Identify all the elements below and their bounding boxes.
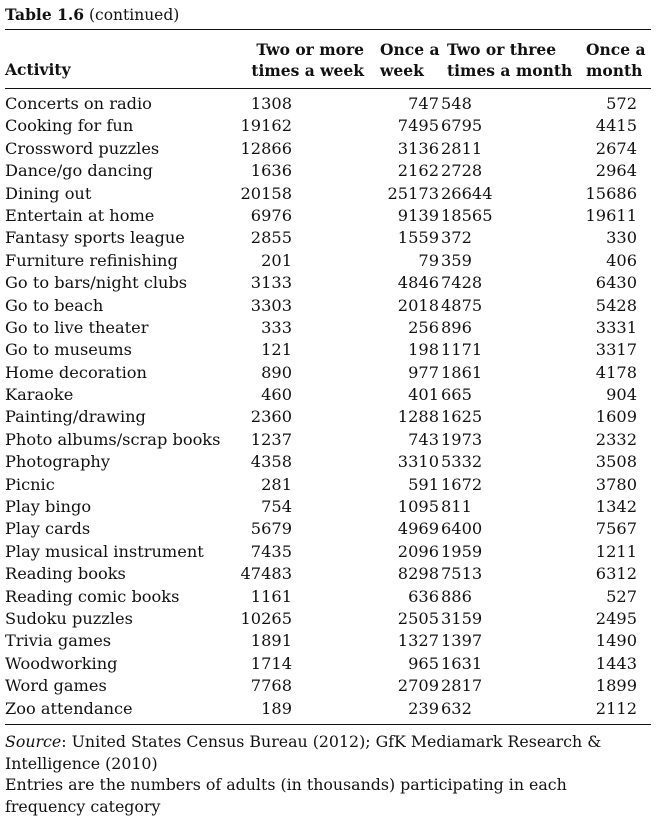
table-caption-suffix: (continued)	[88, 6, 180, 24]
table-row	[5, 406, 651, 428]
once-weekly-cell: 3136	[397, 138, 439, 158]
table-row	[5, 630, 651, 652]
once-monthly-cell: 406	[606, 250, 637, 270]
two-or-more-weekly-cell: 5679	[250, 519, 292, 539]
once-monthly-cell: 2112	[595, 698, 637, 718]
once-weekly-cell: 256	[408, 317, 439, 337]
table-row	[5, 474, 651, 496]
once-weekly-cell: 3310	[397, 452, 439, 472]
two-three-monthly-cell: 548	[441, 94, 472, 113]
once-weekly-cell: 7495	[397, 116, 439, 136]
activity-cell: Play bingo	[5, 497, 92, 517]
activity-cell: Woodworking	[5, 653, 118, 673]
once-weekly-cell: 965	[408, 653, 439, 673]
two-three-monthly-cell: 26644	[441, 183, 493, 203]
once-weekly-cell: 1095	[397, 497, 439, 517]
two-three-monthly-cell: 2728	[441, 161, 483, 181]
once-monthly-cell: 330	[606, 228, 637, 248]
once-monthly-cell: 2495	[595, 608, 637, 628]
header-line: times a month	[447, 61, 573, 80]
activity-cell: Photography	[5, 452, 110, 472]
header-two-three-monthly	[447, 39, 572, 81]
two-three-monthly-cell: 665	[441, 385, 472, 405]
table-footnote	[5, 731, 651, 817]
once-weekly-cell: 2096	[397, 541, 439, 561]
table-row	[5, 272, 651, 294]
two-three-monthly-cell: 7513	[441, 564, 483, 584]
table-row	[5, 518, 651, 540]
two-or-more-weekly-cell: 6976	[250, 205, 292, 225]
two-or-more-weekly-cell: 7768	[250, 676, 292, 696]
table-row	[5, 698, 651, 720]
once-monthly-cell: 2332	[595, 429, 637, 449]
two-or-more-weekly-cell: 4358	[250, 452, 292, 472]
two-three-monthly-cell: 3159	[441, 608, 483, 628]
activity-cell: Fantasy sports league	[5, 228, 185, 248]
once-weekly-cell: 636	[408, 586, 439, 606]
table-row	[5, 227, 651, 249]
two-or-more-weekly-cell: 1237	[250, 429, 292, 449]
two-or-more-weekly-cell: 1308	[250, 94, 292, 113]
two-or-more-weekly-cell: 1714	[250, 653, 292, 673]
activity-cell: Reading books	[5, 564, 126, 584]
table-row	[5, 608, 651, 630]
table-row	[5, 205, 651, 227]
table-row	[5, 295, 651, 317]
once-weekly-cell: 9139	[397, 205, 439, 225]
once-monthly-cell: 2674	[595, 138, 637, 158]
two-three-monthly-cell: 18565	[441, 205, 493, 225]
two-three-monthly-cell: 1625	[441, 407, 483, 427]
table-row	[5, 138, 651, 160]
two-or-more-weekly-cell: 333	[261, 317, 292, 337]
table-row	[5, 586, 651, 608]
once-weekly-cell: 2505	[397, 608, 439, 628]
two-or-more-weekly-cell: 460	[261, 385, 292, 405]
once-weekly-cell: 2709	[397, 676, 439, 696]
two-or-more-weekly-cell: 12866	[240, 138, 292, 158]
activity-cell: Karaoke	[5, 385, 74, 405]
once-monthly-cell: 1211	[595, 541, 637, 561]
two-or-more-weekly-cell: 19162	[240, 116, 292, 136]
table-row	[5, 115, 651, 137]
once-monthly-cell: 4178	[595, 362, 637, 382]
once-weekly-cell: 198	[408, 340, 439, 360]
two-or-more-weekly-cell: 1891	[250, 631, 292, 651]
activity-cell: Go to museums	[5, 340, 132, 360]
table-row	[5, 384, 651, 406]
two-or-more-weekly-cell: 1636	[250, 161, 292, 181]
once-monthly-cell: 527	[606, 586, 637, 606]
once-weekly-cell: 743	[408, 429, 439, 449]
activity-cell: Play musical instrument	[5, 541, 204, 561]
activity-cell: Cooking for fun	[5, 116, 134, 136]
units-note: Entries are the numbers of adults (in thousands) participating in each frequency category	[5, 775, 567, 816]
bottom-rule	[5, 724, 651, 725]
two-three-monthly-cell: 7428	[441, 273, 483, 293]
once-monthly-cell: 1342	[595, 497, 637, 517]
once-monthly-cell: 15686	[585, 183, 637, 203]
table-row	[5, 250, 651, 272]
top-rule	[5, 29, 651, 30]
once-weekly-cell: 977	[408, 362, 439, 382]
table-row	[5, 451, 651, 473]
once-monthly-cell: 3780	[595, 474, 637, 494]
two-three-monthly-cell: 896	[441, 317, 472, 337]
activity-cell: Play cards	[5, 519, 91, 539]
header-line: times a week	[251, 61, 364, 80]
activity-cell: Concerts on radio	[5, 94, 152, 113]
activity-cell: Dining out	[5, 183, 92, 203]
table-row	[5, 183, 651, 205]
once-monthly-cell: 6430	[595, 273, 637, 293]
once-weekly-cell: 401	[408, 385, 439, 405]
table-row	[5, 541, 651, 563]
once-weekly-cell: 2018	[397, 295, 439, 315]
once-weekly-cell: 1288	[397, 407, 439, 427]
table-row	[5, 429, 651, 451]
table-label: Table 1.6	[5, 5, 85, 24]
header-activity: Activity	[5, 60, 71, 79]
two-or-more-weekly-cell: 2855	[250, 228, 292, 248]
source-text: : United States Census Bureau (2012); GfK Mediamark Research & Intelligence (2010)	[5, 732, 602, 773]
header-once-monthly	[586, 39, 646, 81]
once-weekly-cell: 25173	[387, 183, 439, 203]
once-monthly-cell: 6312	[595, 564, 637, 584]
two-or-more-weekly-cell: 7435	[250, 541, 292, 561]
two-three-monthly-cell: 2817	[441, 676, 483, 696]
header-line: month	[586, 61, 643, 80]
two-three-monthly-cell: 886	[441, 586, 472, 606]
source-label: Source	[5, 732, 62, 751]
two-or-more-weekly-cell: 281	[261, 474, 292, 494]
two-or-more-weekly-cell: 754	[261, 497, 292, 517]
activity-cell: Picnic	[5, 474, 55, 494]
two-three-monthly-cell: 359	[441, 250, 472, 270]
header-two-or-more-weekly	[251, 39, 364, 81]
once-weekly-cell: 4846	[397, 273, 439, 293]
once-monthly-cell: 19611	[585, 205, 637, 225]
two-or-more-weekly-cell: 3133	[250, 273, 292, 293]
two-or-more-weekly-cell: 3303	[250, 295, 292, 315]
two-three-monthly-cell: 1861	[441, 362, 483, 382]
header-rule	[5, 88, 651, 89]
table-caption	[5, 5, 179, 24]
header-line: week	[380, 61, 424, 80]
activity-cell: Trivia games	[5, 631, 112, 651]
table-row	[5, 496, 651, 518]
two-three-monthly-cell: 632	[441, 698, 472, 718]
two-three-monthly-cell: 6400	[441, 519, 483, 539]
once-monthly-cell: 1443	[595, 653, 637, 673]
activity-cell: Painting/drawing	[5, 407, 146, 427]
once-weekly-cell: 79	[418, 250, 439, 270]
table-row	[5, 93, 651, 115]
table-row	[5, 160, 651, 182]
two-or-more-weekly-cell: 2360	[250, 407, 292, 427]
once-monthly-cell: 572	[606, 94, 637, 113]
two-three-monthly-cell: 4875	[441, 295, 483, 315]
two-three-monthly-cell: 6795	[441, 116, 483, 136]
two-or-more-weekly-cell: 10265	[240, 608, 292, 628]
once-weekly-cell: 8298	[397, 564, 439, 584]
table-row	[5, 339, 651, 361]
two-three-monthly-cell: 1672	[441, 474, 483, 494]
activity-cell: Go to live theater	[5, 317, 149, 337]
once-monthly-cell: 1490	[595, 631, 637, 651]
table-row	[5, 675, 651, 697]
two-three-monthly-cell: 2811	[441, 138, 483, 158]
once-monthly-cell: 3331	[595, 317, 637, 337]
table-row	[5, 317, 651, 339]
header-line: Two or three	[447, 40, 557, 59]
data-table	[5, 93, 651, 720]
activity-cell: Photo albums/scrap books	[5, 429, 221, 449]
two-or-more-weekly-cell: 201	[261, 250, 292, 270]
once-monthly-cell: 3317	[595, 340, 637, 360]
two-or-more-weekly-cell: 189	[261, 698, 292, 718]
once-weekly-cell: 239	[408, 698, 439, 718]
two-three-monthly-cell: 372	[441, 228, 472, 248]
once-weekly-cell: 591	[408, 474, 439, 494]
activity-cell: Sudoku puzzles	[5, 608, 133, 628]
two-or-more-weekly-cell: 121	[261, 340, 292, 360]
table-row	[5, 653, 651, 675]
once-weekly-cell: 1327	[397, 631, 439, 651]
two-three-monthly-cell: 811	[441, 497, 472, 517]
two-three-monthly-cell: 5332	[441, 452, 483, 472]
two-or-more-weekly-cell: 20158	[240, 183, 292, 203]
two-or-more-weekly-cell: 47483	[240, 564, 292, 584]
once-monthly-cell: 1899	[595, 676, 637, 696]
once-weekly-cell: 2162	[397, 161, 439, 181]
header-line: Once a	[380, 40, 440, 59]
activity-cell: Crossword puzzles	[5, 138, 160, 158]
activity-cell: Zoo attendance	[5, 698, 133, 718]
activity-cell: Word games	[5, 676, 107, 696]
header-line: Two or more	[256, 40, 364, 59]
activity-cell: Home decoration	[5, 362, 147, 382]
activity-cell: Dance/go dancing	[5, 161, 153, 181]
activity-cell: Entertain at home	[5, 205, 155, 225]
once-weekly-cell: 747	[408, 94, 439, 113]
two-or-more-weekly-cell: 1161	[250, 586, 292, 606]
once-weekly-cell: 4969	[397, 519, 439, 539]
header-once-weekly	[380, 39, 440, 81]
table-row	[5, 362, 651, 384]
activity-cell: Reading comic books	[5, 586, 180, 606]
two-three-monthly-cell: 1973	[441, 429, 483, 449]
once-weekly-cell: 1559	[397, 228, 439, 248]
table-row	[5, 563, 651, 585]
once-monthly-cell: 904	[606, 385, 637, 405]
once-monthly-cell: 3508	[595, 452, 637, 472]
once-monthly-cell: 7567	[595, 519, 637, 539]
two-three-monthly-cell: 1171	[441, 340, 483, 360]
activity-cell: Furniture refinishing	[5, 250, 178, 270]
source-line	[5, 731, 651, 774]
two-three-monthly-cell: 1397	[441, 631, 483, 651]
activity-cell: Go to beach	[5, 295, 104, 315]
once-monthly-cell: 4415	[595, 116, 637, 136]
two-three-monthly-cell: 1631	[441, 653, 483, 673]
header-line: Once a	[586, 40, 646, 59]
two-three-monthly-cell: 1959	[441, 541, 483, 561]
once-monthly-cell: 5428	[595, 295, 637, 315]
two-or-more-weekly-cell: 890	[261, 362, 292, 382]
activity-cell: Go to bars/night clubs	[5, 273, 188, 293]
once-monthly-cell: 1609	[595, 407, 637, 427]
once-monthly-cell: 2964	[595, 161, 637, 181]
